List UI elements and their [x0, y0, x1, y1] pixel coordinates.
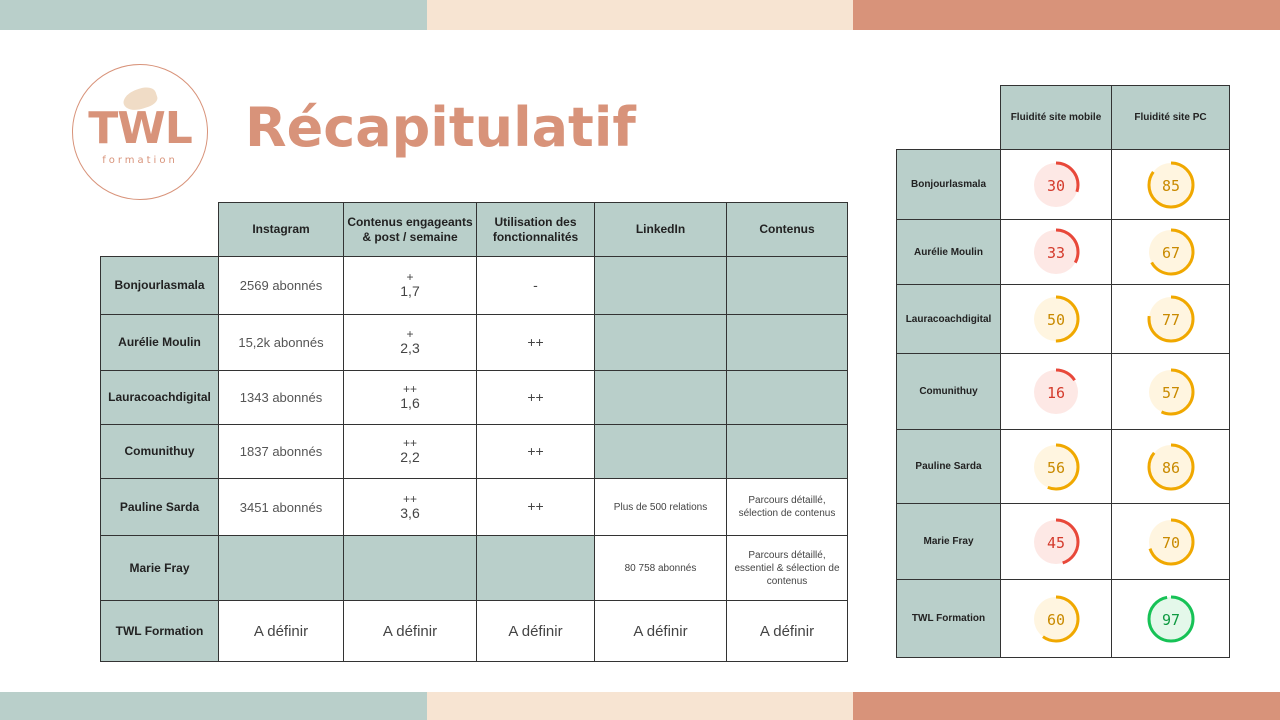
table-row [897, 285, 1230, 354]
row-label: Bonjourlasmala [897, 150, 1001, 220]
score-gauge-icon [1030, 593, 1082, 645]
score-value: 97 [1161, 610, 1180, 629]
engagement-cell [344, 536, 477, 601]
contenus-cell [727, 257, 848, 315]
row-label: Marie Fray [101, 536, 219, 601]
score-value: 57 [1161, 383, 1180, 402]
header-engagement: Contenus engageants & post / semaine [344, 203, 477, 257]
score-gauge-icon [1030, 226, 1082, 278]
linkedin-cell: 80 758 abonnés [595, 536, 727, 601]
header-mobile-fluidity: Fluidité site mobile [1001, 86, 1112, 150]
pc-score-cell [1112, 504, 1230, 580]
features-cell: ++ [477, 315, 595, 371]
linkedin-cell [595, 257, 727, 315]
linkedin-cell: Plus de 500 relations [595, 479, 727, 536]
features-cell: ++ [477, 425, 595, 479]
score-gauge-icon [1145, 159, 1197, 211]
row-label: Comunithuy [101, 425, 219, 479]
mobile-score-cell [1001, 580, 1112, 658]
score-value: 16 [1046, 383, 1066, 402]
pc-score-cell [1112, 354, 1230, 430]
band-segment-sage [0, 692, 427, 720]
engagement-symbol: ++ [402, 491, 417, 506]
table-row [101, 536, 848, 601]
band-segment-terracotta [853, 692, 1280, 720]
table-row [897, 580, 1230, 658]
engagement-symbol: ++ [402, 436, 417, 451]
score-gauge-icon [1145, 293, 1197, 345]
score-value: 33 [1046, 244, 1066, 262]
table-row [897, 354, 1230, 430]
instagram-cell: A définir [219, 601, 344, 662]
header-features: Utilisation des fonctionnalités [477, 203, 595, 257]
score-value: 50 [1046, 311, 1066, 329]
engagement-symbol: + [406, 270, 414, 285]
linkedin-cell [595, 315, 727, 371]
engagement-value: 1,7 [400, 283, 420, 300]
score-value: 45 [1046, 533, 1066, 552]
mobile-score-cell [1001, 354, 1112, 430]
recap-header-row [101, 203, 848, 257]
features-cell: - [477, 257, 595, 315]
band-segment-sage [0, 0, 427, 30]
twl-logo [72, 64, 208, 200]
row-label: Lauracoachdigital [897, 285, 1001, 354]
contenus-cell: A définir [727, 601, 848, 662]
instagram-cell: 1343 abonnés [219, 371, 344, 425]
score-value: 56 [1046, 458, 1066, 477]
mobile-score-cell [1001, 150, 1112, 220]
table-row [101, 315, 848, 371]
table-row [897, 150, 1230, 220]
instagram-cell: 15,2k abonnés [219, 315, 344, 371]
band-segment-cream [427, 0, 854, 30]
score-value: 30 [1046, 176, 1066, 195]
features-cell: A définir [477, 601, 595, 662]
row-label: TWL Formation [101, 601, 219, 662]
engagement-cell: A définir [344, 601, 477, 662]
table-row [101, 371, 848, 425]
table-row [101, 479, 848, 536]
features-cell: ++ [477, 371, 595, 425]
row-label: Comunithuy [897, 354, 1001, 430]
row-label: Pauline Sarda [101, 479, 219, 536]
mobile-score-cell [1001, 504, 1112, 580]
row-label: Marie Fray [897, 504, 1001, 580]
features-cell: ++ [477, 479, 595, 536]
score-gauge-icon [1030, 441, 1082, 493]
score-gauge-icon [1030, 159, 1082, 211]
table-row [897, 220, 1230, 285]
table-corner [897, 86, 1001, 150]
instagram-cell: 2569 abonnés [219, 257, 344, 315]
row-label: Aurélie Moulin [897, 220, 1001, 285]
bottom-color-band [0, 692, 1280, 720]
band-segment-terracotta [853, 0, 1280, 30]
header-contenus: Contenus [727, 203, 848, 257]
instagram-cell: 1837 abonnés [219, 425, 344, 479]
table-corner [101, 203, 219, 257]
linkedin-cell: A définir [595, 601, 727, 662]
engagement-cell [344, 425, 477, 479]
row-label: Aurélie Moulin [101, 315, 219, 371]
band-segment-cream [427, 692, 854, 720]
engagement-cell [344, 479, 477, 536]
logo-subtext: formation [102, 155, 178, 166]
linkedin-cell [595, 371, 727, 425]
score-gauge-icon [1030, 293, 1082, 345]
score-gauge-icon [1145, 366, 1197, 418]
pc-score-cell [1112, 285, 1230, 354]
fluidity-table [896, 85, 1230, 658]
linkedin-cell [595, 425, 727, 479]
contenus-cell [727, 425, 848, 479]
features-cell [477, 536, 595, 601]
row-label: TWL Formation [897, 580, 1001, 658]
mobile-score-cell [1001, 430, 1112, 504]
pc-score-cell [1112, 580, 1230, 658]
table-row [101, 601, 848, 662]
contenus-cell: Parcours détaillé, sélection de contenus [727, 479, 848, 536]
score-gauge-icon [1145, 226, 1197, 278]
row-label: Pauline Sarda [897, 430, 1001, 504]
score-value: 70 [1161, 533, 1180, 552]
header-pc-fluidity: Fluidité site PC [1112, 86, 1230, 150]
mobile-score-cell [1001, 220, 1112, 285]
header-linkedin: LinkedIn [595, 203, 727, 257]
table-row [101, 425, 848, 479]
engagement-symbol: + [406, 327, 414, 342]
score-gauge-icon [1145, 441, 1197, 493]
score-value: 77 [1161, 311, 1180, 329]
recap-table [100, 202, 848, 662]
score-gauge-icon [1145, 516, 1197, 568]
table-row [897, 430, 1230, 504]
engagement-cell [344, 315, 477, 371]
fluidity-header-row [897, 86, 1230, 150]
pc-score-cell [1112, 150, 1230, 220]
score-value: 67 [1161, 244, 1180, 262]
instagram-cell [219, 536, 344, 601]
engagement-symbol: ++ [402, 382, 417, 397]
score-gauge-icon [1030, 366, 1082, 418]
contenus-cell [727, 371, 848, 425]
score-value: 85 [1161, 176, 1180, 195]
logo-text: TWL [88, 103, 192, 154]
row-label: Lauracoachdigital [101, 371, 219, 425]
score-value: 86 [1161, 458, 1180, 477]
score-gauge-icon [1145, 593, 1197, 645]
engagement-value: 2,3 [400, 340, 420, 357]
header-instagram: Instagram [219, 203, 344, 257]
pc-score-cell [1112, 430, 1230, 504]
engagement-value: 2,2 [400, 449, 420, 466]
score-value: 60 [1046, 610, 1066, 629]
engagement-value: 3,6 [400, 504, 420, 521]
contenus-cell: Parcours détaillé, essentiel & sélection de contenus [727, 536, 848, 601]
engagement-cell [344, 257, 477, 315]
pc-score-cell [1112, 220, 1230, 285]
contenus-cell [727, 315, 848, 371]
score-gauge-icon [1030, 516, 1082, 568]
instagram-cell: 3451 abonnés [219, 479, 344, 536]
engagement-cell [344, 371, 477, 425]
engagement-value: 1,6 [400, 395, 420, 412]
table-row [101, 257, 848, 315]
mobile-score-cell [1001, 285, 1112, 354]
table-row [897, 504, 1230, 580]
row-label: Bonjourlasmala [101, 257, 219, 315]
page-title: Récapitulatif [245, 96, 636, 159]
top-color-band [0, 0, 1280, 30]
